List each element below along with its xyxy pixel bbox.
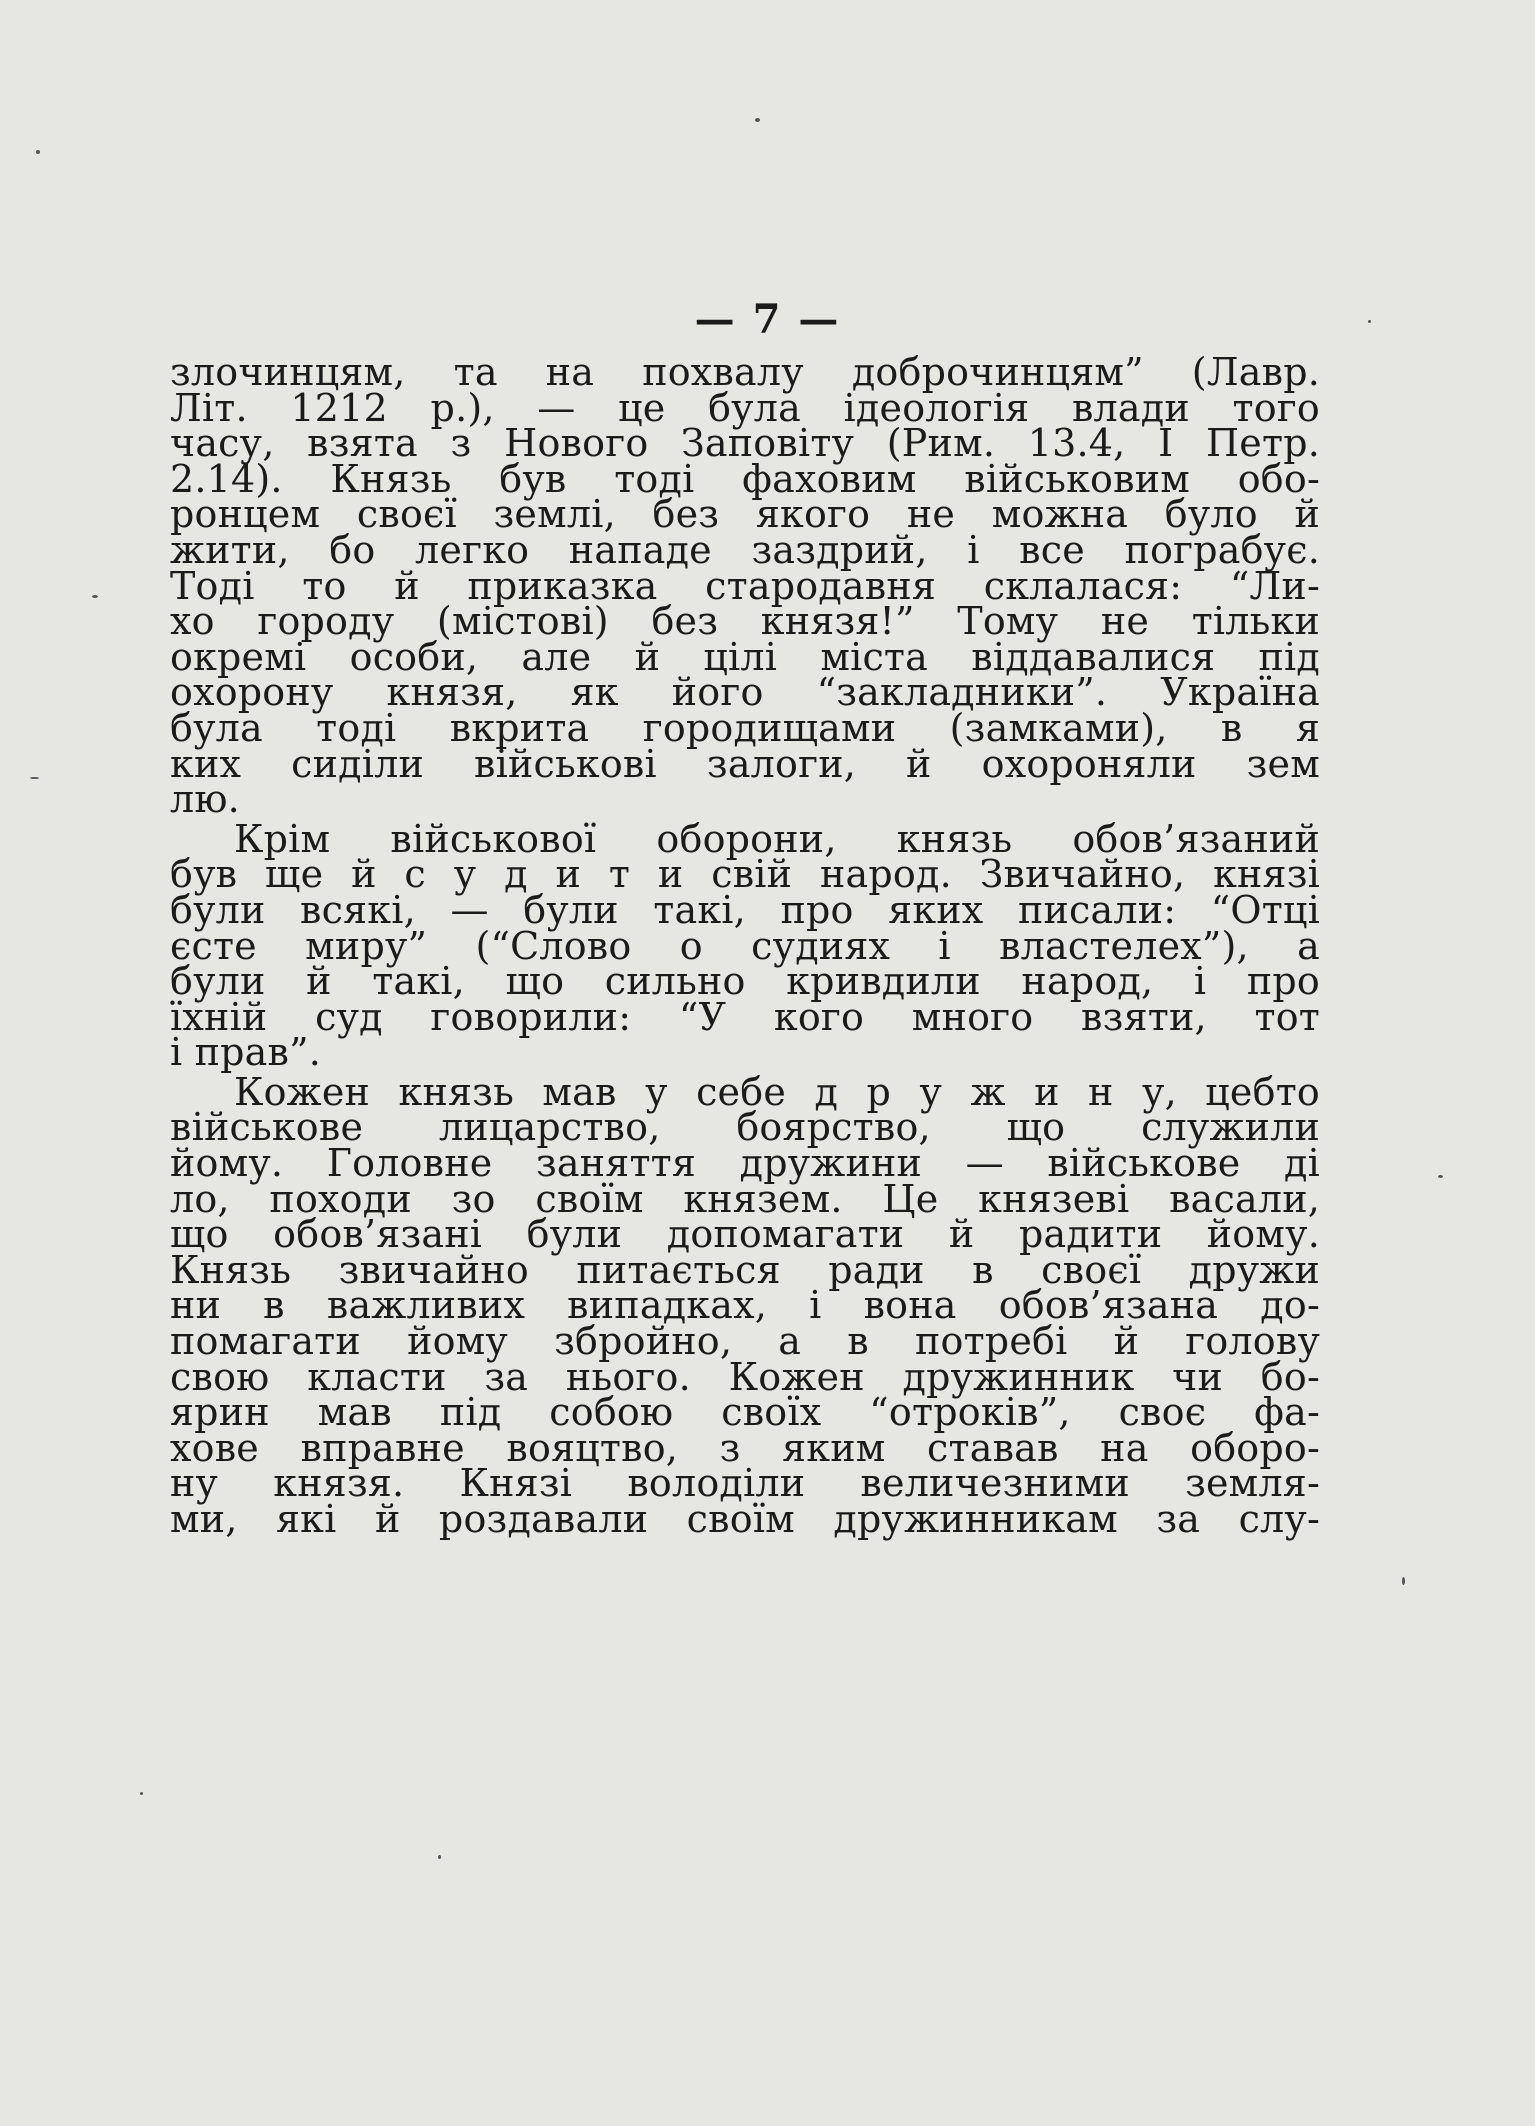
text-line: злочинцям, та на похвалу доброчинцям” (Лавр. [170,350,1320,394]
text-line: єсте миру” (“Слово о судиях і властелех”), а [170,923,1320,968]
text-line: їхній суд говорили: “У кого много взяти, тот [170,994,1320,1039]
text-line: свою класти за нього. Кожен дружинник чи бо- [170,1354,1320,1399]
text-line: ких сиділи військові залоги, й охороняли зем [170,741,1320,786]
paragraph-1 [170,350,1320,822]
paragraph-2 [170,816,1320,1075]
text-line: ронцем своєї землі, без якого не можна було й [170,492,1320,537]
text-line: і прав”. [170,1030,322,1075]
text-line: ло, походи зо своїм князем. Це князеві васали, [170,1176,1320,1221]
text-line: 2.14). Князь був тоді фаховим військовим обо- [170,456,1320,501]
text-line: були всякі, — були такі, про яких писали: “Отці [170,887,1320,932]
scan-speck [1368,320,1371,323]
text-line: лю. [170,777,240,822]
scan-speck [1438,1175,1443,1178]
body-text [170,350,1320,1541]
scan-speck [36,150,40,154]
text-line: помагати йому збройно, а в потребі й голову [170,1319,1320,1364]
text-line: Тоді то й приказка стародавня склалася: “Ли- [170,563,1320,608]
text-line: окремі особи, але й цілі міста віддавалися під [170,634,1320,679]
text-line: ни в важливих випадках, і вона обов’язана до- [170,1283,1320,1328]
text-line: жити, бо легко нападе заздрий, і все пограбує. [170,527,1320,572]
text-line: Кожен князь мав у себе д р у ж и н у, цебто [234,1069,1320,1114]
text-line: часу, взята з Нового Заповіту (Рим. 13.4, І Петр. [170,421,1320,466]
scan-speck [755,118,760,122]
scan-speck [1402,1577,1405,1585]
text-line: ми, які й роздавали своїм дружинникам за слу- [170,1497,1320,1541]
page-number: — 7 — [694,296,841,343]
text-line: військове лицарство, боярство, що служили [170,1105,1320,1150]
text-line: Крім військової оборони, князь обов’язаний [234,816,1320,861]
text-line: ярин мав під собою своїх “отроків”, своє фа- [170,1390,1320,1435]
text-line: йому. Головне заняття дружини — військове ді [170,1141,1320,1186]
scan-speck [92,595,98,598]
text-line: був ще й с у д и т и свій народ. Звичайно, князі [170,852,1320,897]
text-line: хове вправне вояцтво, з яким ставав на оборо- [170,1425,1320,1470]
text-line: що обов’язані були допомагати й радити йому. [170,1212,1320,1257]
paragraph-3 [170,1069,1320,1541]
text-line: були й такі, що сильно кривдили народ, і про [170,959,1320,1004]
scan-speck [438,1855,441,1859]
text-line: Князь звичайно питається ради в своєї дружи [170,1247,1320,1292]
text-line: ну князя. Князі володіли величезними земля- [170,1461,1320,1506]
text-line: була тоді вкрита городищами (замками), в я [170,705,1320,750]
scan-speck [140,1792,143,1795]
text-line: хо городу (містові) без князя!” Тому не тільки [170,599,1320,644]
text-line: охорону князя, як його “закладники”. Україна [170,670,1320,715]
scan-speck [30,777,39,779]
text-line: Літ. 1212 р.), — це була ідеологія влади того [170,385,1320,430]
